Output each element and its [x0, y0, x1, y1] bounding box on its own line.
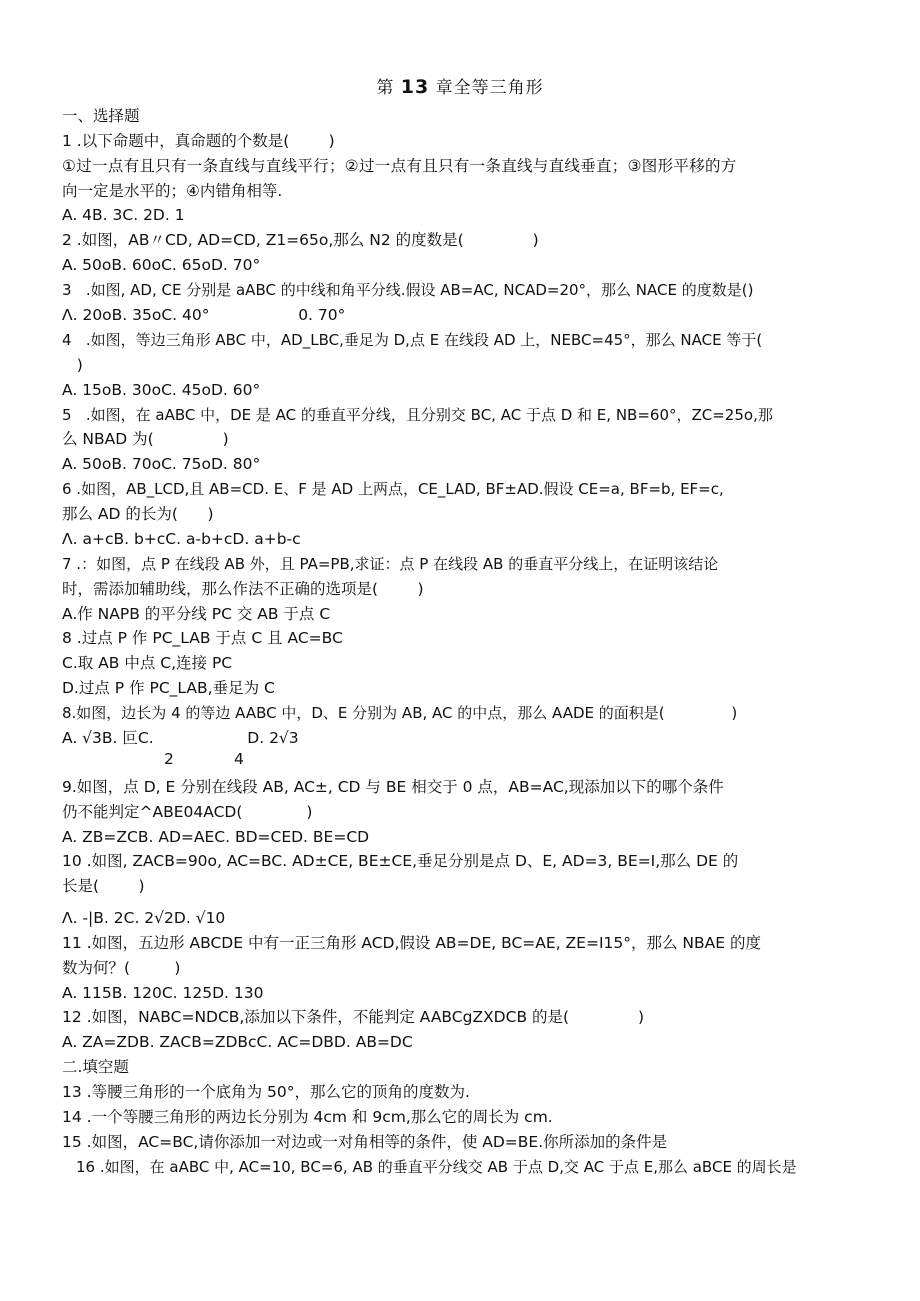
answer-options: A. 50oB. 70oC. 75oD. 80°: [62, 455, 261, 473]
question-line: 3 .如图, AD, CE 分别是 aABC 的中线和角平分线.假设 AB=AC, NCAD=20°，那么 NACE 的度数是(): [62, 281, 754, 299]
fraction-denominator: 2: [164, 750, 174, 768]
answer-options: A. 4B. 3C. 2D. 1: [62, 206, 185, 224]
page-title: [0, 73, 920, 98]
answer-options: Λ. -|B. 2C. 2√2D. √10: [62, 909, 226, 927]
question-line: 8.如图，边长为 4 的等边 AABC 中，D、E 分别为 AB, AC 的中点，那么 AADE 的面积是( ): [62, 704, 738, 722]
question-line: 那么 AD 的长为( ): [62, 505, 214, 523]
question-line: 11 .如图，五边形 ABCDE 中有一正三角形 ACD,假设 AB=DE, BC=AE, ZE=I15°，那么 NBAE 的度: [62, 934, 761, 952]
question-line: 6 .如图，AB_LCD,且 AB=CD. E、F 是 AD 上两点，CE_LAD, BF±AD.假设 CE=a, BF=b, EF=c,: [62, 480, 724, 498]
question-line: 15 .如图，AC=BC,请你添加一对边或一对角相等的条件，使 AD=BE.你所添加的条件是: [62, 1133, 668, 1151]
answer-options: Λ. 20oB. 35oC. 40° 0. 70°: [62, 306, 346, 324]
answer-options: A. 50oB. 60oC. 65oD. 70°: [62, 256, 261, 274]
question-line: 12 .如图，NABC=NDCB,添加以下条件，不能判定 AABCgZXDCB 的是( ): [62, 1008, 645, 1026]
question-line: 2 .如图，AB〃CD, AD=CD, Z1=65o,那么 N2 的度数是( ): [62, 231, 539, 249]
answer-options: A. √3B. 叵C. D. 2√3: [62, 729, 299, 747]
answer-options: A. ZB=ZCB. AD=AEC. BD=CED. BE=CD: [62, 828, 370, 846]
answer-option: A.作 NAPB 的平分线 PC 交 AB 于点 C: [62, 605, 331, 623]
answer-option: 8 .过点 P 作 PC_LAB 于点 C 且 AC=BC: [62, 629, 343, 647]
question-line: ①过一点有且只有一条直线与直线平行；②过一点有且只有一条直线与直线垂直；③图形平移的方: [62, 157, 737, 175]
title-suffix: 章全等三角形: [429, 78, 544, 98]
question-line: 4 .如图，等边三角形 ABC 中，AD_LBC,垂足为 D,点 E 在线段 AD 上，NEBC=45°，那么 NACE 等于(: [62, 331, 763, 349]
question-line: 16 .如图，在 aABC 中, AC=10, BC=6, AB 的垂直平分线交 AB 于点 D,交 AC 于点 E,那么 aBCE 的周长是: [76, 1158, 797, 1176]
question-line: 10 .如图, ZACB=90o, AC=BC. AD±CE, BE±CE,垂足分别是点 D、E, AD=3, BE=I,那么 DE 的: [62, 852, 739, 870]
question-line: 7 .：如图，点 P 在线段 AB 外，且 PA=PB,求证：点 P 在线段 AB 的垂直平分线上，在证明该结论: [62, 555, 719, 573]
fraction-denominator: 4: [234, 750, 244, 768]
question-line: 仍不能判定^ABE04ACD( ): [62, 803, 313, 821]
answer-options: Λ. a+cB. b+cC. a-b+cD. a+b-c: [62, 530, 301, 548]
section-heading-choice: 一、选择题: [62, 107, 140, 125]
question-line: 1 .以下命题中，真命题的个数是( ): [62, 132, 335, 150]
question-line: 14 .一个等腰三角形的两边长分别为 4cm 和 9cm,那么它的周长为 cm.: [62, 1108, 553, 1126]
answer-option: D.过点 P 作 PC_LAB,垂足为 C: [62, 679, 275, 697]
answer-options: A. 15oB. 30oC. 45oD. 60°: [62, 381, 261, 399]
answer-options: A. ZA=ZDB. ZACB=ZDBcC. AC=DBD. AB=DC: [62, 1033, 413, 1051]
question-line: 13 .等腰三角形的一个底角为 50°，那么它的顶角的度数为.: [62, 1083, 470, 1101]
question-line: 么 NBAD 为( ): [62, 430, 229, 448]
section-heading-fill: 二.填空题: [62, 1058, 129, 1076]
question-line: 时，需添加辅助线，那么作法不正确的选项是( ): [62, 580, 424, 598]
answer-option: C.取 AB 中点 C,连接 PC: [62, 654, 233, 672]
title-prefix: 第: [376, 78, 401, 98]
question-line: 长是( ): [62, 877, 145, 895]
answer-options: A. 115B. 120C. 125D. 130: [62, 984, 264, 1002]
question-line: ): [62, 356, 83, 374]
question-line: 9.如图，点 D, E 分别在线段 AB, AC±, CD 与 BE 相交于 0 点，AB=AC,现添加以下的哪个条件: [62, 778, 724, 796]
question-line: 向一定是水平的；④内错角相等.: [62, 182, 283, 200]
question-line: 数为何？( ): [62, 959, 181, 977]
question-line: 5 .如图，在 aABC 中，DE 是 AC 的垂直平分线，且分别交 BC, AC 于点 D 和 E, NB=60°，ZC=25o,那: [62, 406, 773, 424]
chapter-number: 13: [400, 76, 430, 98]
